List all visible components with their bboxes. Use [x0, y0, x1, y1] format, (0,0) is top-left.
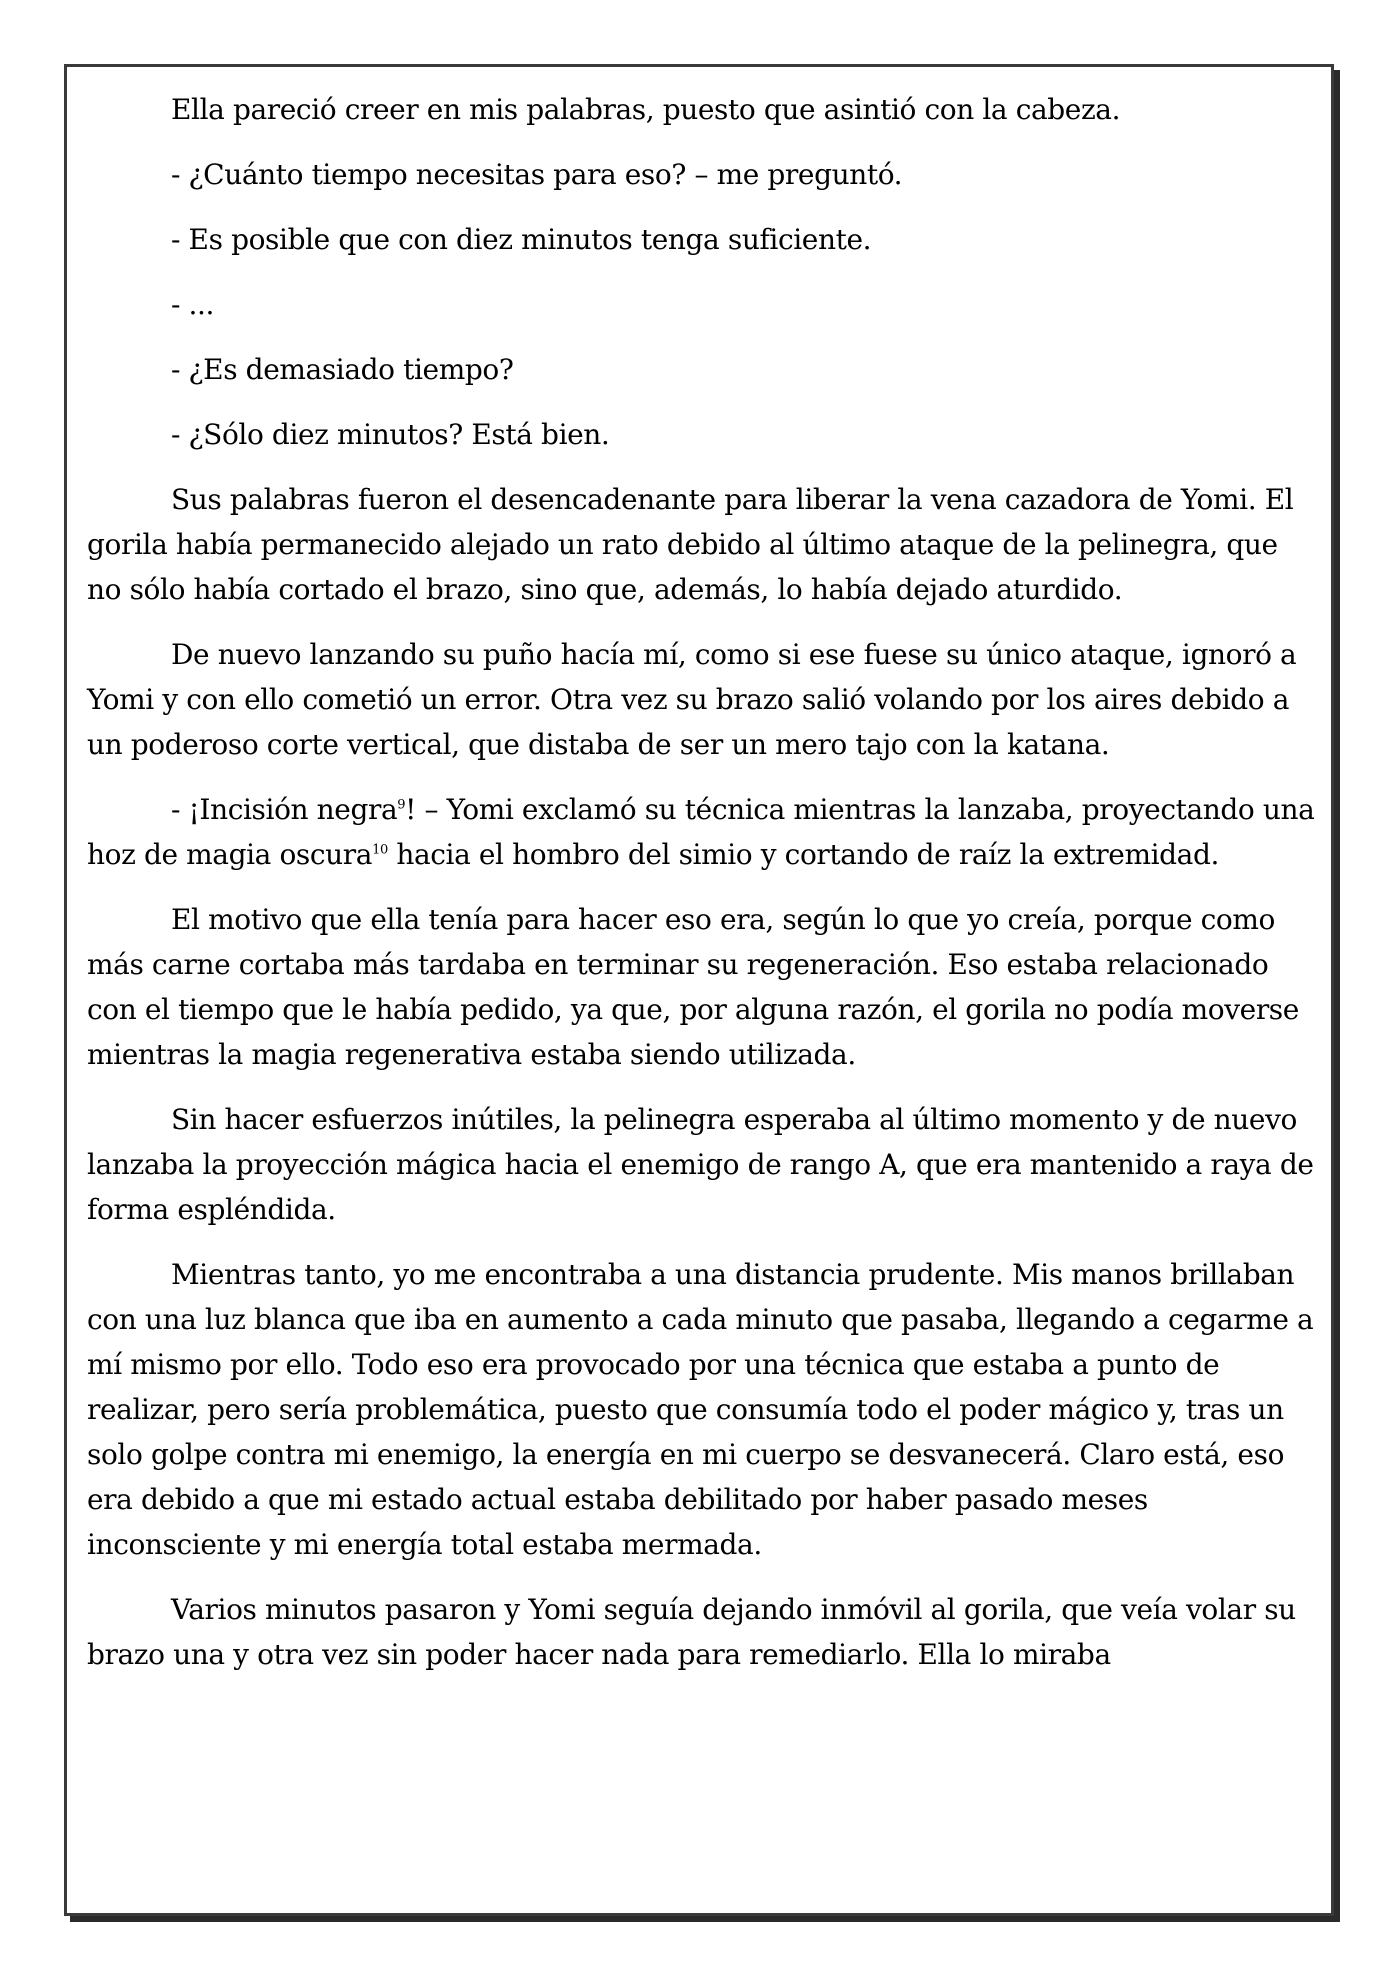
paragraph-9-part-2: ! – Yomi exclamó su técnica mientras la lanzaba, proyectando una hoz de magia oscura: [87, 793, 1315, 871]
paragraph-1: Ella pareció creer en mis palabras, puesto que asintió con la cabeza.: [171, 93, 1121, 126]
paragraph-12: Mientras tanto, yo me encontraba a una distancia prudente. Mis manos brillaban con una luz blanca que iba en aumento a cada minuto que pasaba, llegando a cegarme a mí mismo por ello. Todo eso era provocado por una técnica que estaba a punto de realizar, pero sería problemática, puesto que consumía todo el poder mágico y, tras un solo golpe contra mi enemigo, la energía en mi cuerpo se desvanecerá. Claro está, eso era debido a que mi estado actual estaba debilitado por haber pasado meses inconsciente y mi energía total estaba mermada.: [87, 1258, 1314, 1561]
footnote-ref-9[interactable]: 9: [397, 797, 406, 813]
paragraph-9-part-3: hacia el hombro del simio y cortando de raíz la extremidad.: [387, 838, 1220, 871]
page-frame: [64, 64, 1334, 1916]
paragraph-11: Sin hacer esfuerzos inútiles, la pelinegra esperaba al último momento y de nuevo lanzaba la proyección mágica hacia el enemigo de rango A, que era mantenido a raya de forma espléndida.: [87, 1103, 1314, 1226]
paragraph-9-part-1: - ¡Incisión negra: [171, 793, 398, 826]
paragraph-2: - ¿Cuánto tiempo necesitas para eso? – me preguntó.: [171, 158, 903, 191]
paragraph-9: [87, 787, 1319, 877]
paragraph-7: Sus palabras fueron el desencadenante para liberar la vena cazadora de Yomi. El gorila había permanecido alejado un rato debido al último ataque de la pelinegra, que no sólo había cortado el brazo, sino que, además, lo había dejado aturdido.: [87, 483, 1294, 606]
paragraph-5: - ¿Es demasiado tiempo?: [171, 353, 514, 386]
paragraph-4: - ...: [171, 288, 215, 321]
paragraph-3: - Es posible que con diez minutos tenga suficiente.: [171, 223, 872, 256]
paragraph-8: De nuevo lanzando su puño hacía mí, como si ese fuese su único ataque, ignoró a Yomi y con ello cometió un error. Otra vez su brazo salió volando por los aires debido a un poderoso corte vertical, que distaba de ser un mero tajo con la katana.: [87, 638, 1297, 761]
paragraph-13: Varios minutos pasaron y Yomi seguía dejando inmóvil al gorila, que veía volar su brazo una y otra vez sin poder hacer nada para remediarlo. Ella lo miraba: [87, 1593, 1296, 1671]
paragraph-6: - ¿Sólo diez minutos? Está bien.: [171, 418, 610, 451]
document-body: [87, 87, 1319, 1697]
paragraph-10: El motivo que ella tenía para hacer eso era, según lo que yo creía, porque como más carne cortaba más tardaba en terminar su regeneración. Eso estaba relacionado con el tiempo que le había pedido, ya que, por alguna razón, el gorila no podía moverse mientras la magia regenerativa estaba siendo utilizada.: [87, 903, 1299, 1071]
footnote-ref-10[interactable]: 10: [372, 842, 388, 858]
